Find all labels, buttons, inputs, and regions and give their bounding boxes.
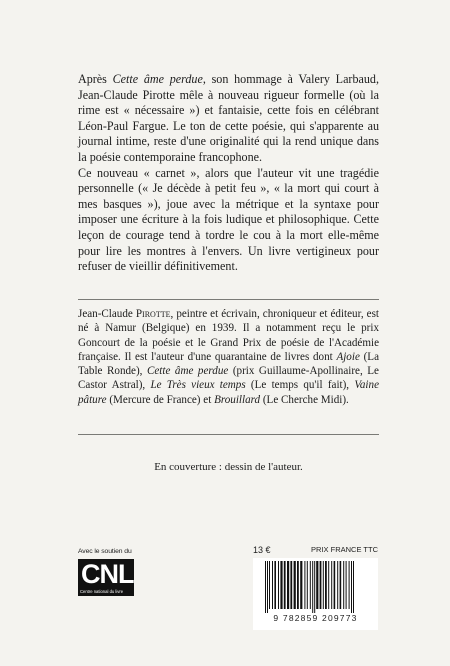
blurb-paragraph-2: Ce nouveau « carnet », alors que l'auteur vit une tragédie personnelle (« Je décède à petit feu », « la mort qui court à mes basques »), joue avec la métrique et la syntaxe pour imposer une écriture à la fois ludique et philosophique. Cette leçon de courage tend à tordre le cou à la mort elle-même pour lire les montres à l'envers. Un livre vertigineux pour refuser de vieillir définitivement. xyxy=(78,165,379,274)
barcode-bar xyxy=(328,561,329,609)
price-row xyxy=(253,545,378,555)
barcode-bar xyxy=(346,561,347,609)
barcode-bar xyxy=(334,561,336,609)
barcode-bar xyxy=(265,561,266,613)
barcode-bar xyxy=(297,561,299,609)
author-surname: Pirotte xyxy=(135,308,171,320)
barcode-bar xyxy=(290,561,292,609)
isbn-number: 9 782859 209773 xyxy=(273,613,358,623)
blurb-paragraph-1 xyxy=(78,72,379,166)
text-run: (Le Cherche Midi). xyxy=(260,393,349,406)
barcode-bar xyxy=(284,561,286,609)
text-run: (prix Guillaume-Apollinaire, Le Castor Astral), xyxy=(78,365,379,392)
barcode-bar xyxy=(337,561,338,609)
barcode-bar xyxy=(267,561,268,613)
barcode-bar xyxy=(280,561,282,609)
italic-title: Cette âme perdue xyxy=(112,72,203,86)
barcode-bar xyxy=(314,561,315,613)
italic-title: Brouillard xyxy=(214,393,261,406)
barcode-bar xyxy=(294,561,296,609)
author-bio xyxy=(78,307,379,407)
cnl-support xyxy=(78,548,138,596)
barcode-bar xyxy=(351,561,352,613)
barcode-bar xyxy=(304,561,305,609)
barcode-bar xyxy=(312,561,313,613)
text-run: Jean-Claude xyxy=(78,308,136,320)
barcode-bar xyxy=(300,561,302,609)
barcode-bar xyxy=(343,561,344,609)
cover-credit: En couverture : dessin de l'auteur. xyxy=(154,461,303,473)
divider-top xyxy=(78,299,379,300)
barcode-bar xyxy=(349,561,350,609)
barcode-bar xyxy=(307,561,308,609)
barcode-bar xyxy=(272,561,273,609)
barcode-bar xyxy=(353,561,354,613)
barcode-bar xyxy=(323,561,324,609)
italic-title: Ajoie xyxy=(336,350,360,363)
barcode-bar xyxy=(320,561,322,609)
price-label: PRIX FRANCE TTC xyxy=(311,545,378,554)
text-run: (Le temps qu'il fait), xyxy=(245,379,355,392)
barcode-bar xyxy=(316,561,318,609)
text-run: (Mercure de France) et xyxy=(106,393,215,406)
cnl-logo-subtitle: Centre national du livre xyxy=(80,589,124,594)
text-run: (La Table Ronde), xyxy=(78,350,380,378)
barcode-bars xyxy=(263,561,368,613)
barcode-bar xyxy=(340,561,342,609)
barcode-bar xyxy=(325,561,327,609)
barcode xyxy=(253,558,378,630)
support-caption: Avec le soutien du xyxy=(78,548,132,555)
text-run: Après xyxy=(78,72,113,86)
italic-title: Le Très vieux temps xyxy=(150,379,246,392)
italic-title: Cette âme perdue xyxy=(146,365,229,378)
barcode-bar xyxy=(287,561,289,609)
barcode-bar xyxy=(310,561,311,609)
cnl-logo-letters: CNL xyxy=(81,559,134,589)
blurb xyxy=(78,72,379,275)
text-run: , peintre et écrivain, chroniqueur et éditeur, est né à Namur (Belgique) en 1939. Il a notamment reçu le prix Goncourt de la poésie et le Grand Prix de poésie de l'Académie française. Il est l'auteur d'une quarantaine de livres dont xyxy=(78,308,379,363)
barcode-bar xyxy=(331,561,332,609)
barcode-bar xyxy=(274,561,276,609)
text-run: , son hommage à Valery Larbaud, Jean-Claude Pirotte mêle à nouveau rigueur formelle (où la rime est « nécessaire ») et fantaisie, cette fois en célébrant Léon-Paul Fargue. Le ton de cette poésie, qui s'apparente au journal intime, reste d'une originalité qui la rend unique dans la poésie contemporaine francophone. xyxy=(78,72,379,164)
cnl-logo xyxy=(78,559,134,596)
barcode-bar xyxy=(269,561,270,609)
divider-bottom xyxy=(78,434,379,435)
italic-title: Vaine pâture xyxy=(78,379,379,406)
barcode-bar xyxy=(278,561,279,609)
price-amount: 13 € xyxy=(253,545,271,555)
